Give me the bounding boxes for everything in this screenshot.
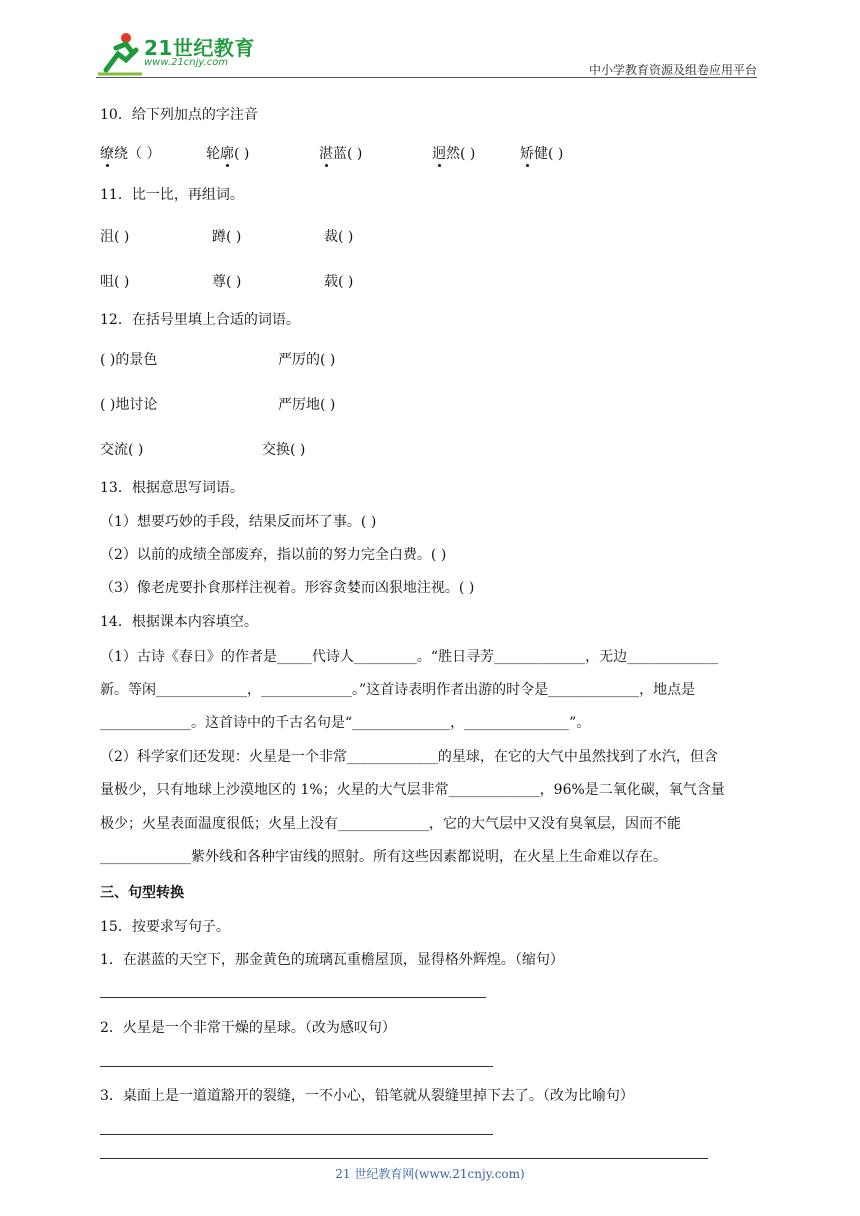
q12-item: 交流( ) — [100, 442, 144, 458]
q14-p2-line-2: 量极少，只有地球上沙漠地区的 1%；火星的大气层非常_____________，96%是二氧化碳，氧气含量 — [100, 782, 725, 798]
header-divider — [96, 77, 757, 78]
q13-item-1: （1）想要巧妙的手段，结果反而坏了事。( ) — [100, 514, 377, 530]
q14-title: 14．根据课本内容填空。 — [100, 614, 258, 630]
q14-p1-line-2: 新。等闲_____________，_____________。”这首诗表明作者出游的时令是_____________，地点是 — [100, 682, 696, 698]
answer-line-2[interactable] — [100, 1066, 493, 1067]
footer-divider — [100, 1158, 708, 1159]
q14-p1-line-3: _____________。这首诗中的千古名句是“______________，_______________”。 — [100, 715, 591, 731]
answer-line-1[interactable] — [100, 997, 486, 998]
q15-item-3: 3．桌面上是一道道豁开的裂缝，一不小心，铅笔就从裂缝里掉下去了。（改为比喻句） — [100, 1088, 634, 1104]
site-logo — [96, 30, 266, 80]
answer-line-3[interactable] — [100, 1134, 493, 1135]
q12-item: 严厉的( ) — [278, 352, 336, 368]
logo-url: www.21cnjy.com — [144, 57, 229, 68]
q11-item: 尊( ) — [212, 274, 242, 290]
q12-item: 交换( ) — [262, 442, 306, 458]
q13-title: 13．根据意思写词语。 — [100, 480, 244, 496]
q14-p2-line-4: _____________紫外线和各种宇宙线的照射。所有这些因素都说明，在火星上生命难以存在。 — [100, 849, 667, 865]
runner-logo-icon — [96, 30, 144, 78]
q10-item-3: 湛蓝( ) — [319, 146, 363, 162]
q13-item-3: （3）像老虎要扑食那样注视着。形容贪婪而凶狠地注视。( ) — [100, 580, 475, 596]
logo-text: 21世纪教育 — [144, 36, 255, 60]
q10-title: 10．给下列加点的字注音 — [100, 107, 258, 123]
q11-item: 载( ) — [324, 274, 354, 290]
q15-title: 15．按要求写句子。 — [100, 919, 230, 935]
section-title: 三、句型转换 — [100, 885, 184, 901]
q11-item: 沮( ) — [100, 229, 130, 245]
q13-item-2: （2）以前的成绩全部废弃，指以前的努力完全白费。( ) — [100, 547, 447, 563]
q11-title: 11．比一比，再组词。 — [100, 187, 244, 203]
q12-item: ( )的景色 — [100, 352, 158, 368]
q12-item: 严厉地( ) — [278, 397, 336, 413]
q15-item-1: 1．在湛蓝的天空下，那金黄色的琉璃瓦重檐屋顶，显得格外辉煌。（缩句） — [100, 952, 564, 968]
q12-item: ( )地讨论 — [100, 397, 158, 413]
page-header — [0, 0, 860, 90]
q15-item-2: 2．火星是一个非常干燥的星球。（改为感叹句） — [100, 1020, 396, 1036]
q10-item-5: 矫健( ) — [520, 146, 564, 162]
q14-p2-line-1: （2）科学家们还发现：火星是一个非常_____________的星球，在它的大气中虽然找到了水汽，但含 — [100, 749, 718, 765]
q10-item-1: 缭绕（ ） — [100, 146, 161, 162]
q10-item-4: 迥然( ) — [432, 146, 476, 162]
q12-title: 12．在括号里填上合适的词语。 — [100, 312, 300, 328]
q10-item-2: 轮廓( ) — [206, 146, 250, 162]
footer-text: 21 世纪教育网(www.21cnjy.com) — [335, 1167, 525, 1181]
q11-item: 裁( ) — [324, 229, 354, 245]
platform-name: 中小学教育资源及组卷应用平台 — [588, 63, 757, 77]
q14-p2-line-3: 极少；火星表面温度很低；火星上没有_____________，它的大气层中又没有臭氧层，因而不能 — [100, 816, 681, 832]
q11-item: 咀( ) — [100, 274, 130, 290]
q14-p1-line-1: （1）古诗《春日》的作者是_____代诗人_________。“胜日寻芳_____________，无边_____________ — [100, 649, 719, 665]
q11-item: 蹲( ) — [212, 229, 242, 245]
